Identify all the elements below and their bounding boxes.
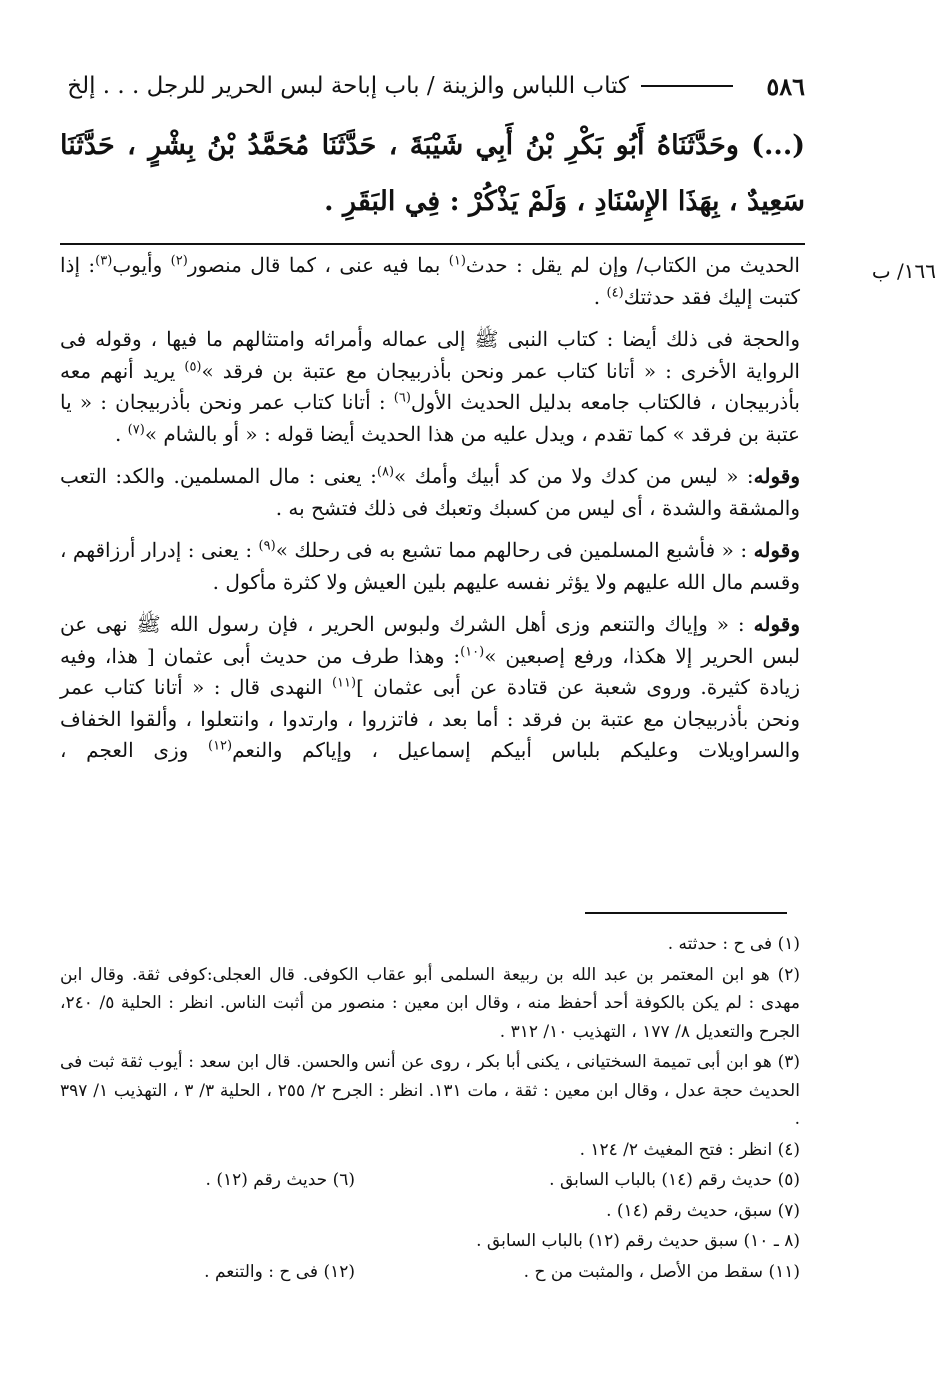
footnote-ref: (٢) <box>170 253 188 269</box>
text-run: الحديث من الكتاب/ وإن لم يقل : حدث <box>465 253 800 277</box>
footnote-ref: (٣) <box>95 253 113 269</box>
manuscript-folio-ref: ١٦٦/ ب <box>871 259 936 283</box>
footnote: (٦) حديث رقم (١٢) . <box>205 1170 355 1190</box>
lead-word: وقوله <box>753 464 801 488</box>
footnote: (٢) هو ابن المعتمر بن عبد الله بن ربيعة السلمى أبو عقاب الكوفى. قال العجلى:كوفى ثقة. وقال ابن مهدى : لم يكن بالكوفة أحد أحفظ منه ، وقال ابن معين : منصور من أثبت الناس. انظر : الحلية ٥/ ٢٤٠، الجرح والتعديل ٨/ ١٧٧ ، التهذيب ١٠/ ٣١٢ . <box>60 964 801 1042</box>
footnote: (٤) انظر : فتح المغيث ٢/ ١٢٤ . <box>579 1139 800 1160</box>
footnote-ref: (٦) <box>393 390 411 406</box>
commentary-paragraph <box>60 609 800 767</box>
text-run: يريد أنهم معه بأذربيجان ، فالكتاب جامعه بدليل الحديث الأول <box>60 358 801 414</box>
footnote-divider <box>585 912 787 914</box>
footnote-ref: (٥) <box>184 358 202 374</box>
text-run: النهدى قال : « أتانا كتاب عمر ونحن بأذربيجان مع عتبة بن فرقد : أما بعد ، فاتزروا ، وارتدوا ، وانتعلوا ، وألقوا الخفاف والسراويلات وعليكم بلباس أبيكم إسماعيل ، وإياكم والنعم <box>60 675 800 762</box>
text-run: : « فأشبع المسلمين فى رحالهم مما تشبع به فى رحلك » <box>275 538 754 562</box>
footnote-ref: (١٠) <box>460 643 485 659</box>
text-run: : إذا كتبت إليك فقد حدثتك <box>60 253 800 309</box>
text-run: والحجة فى ذلك أيضا : كتاب النبى ﷺ إلى عماله وأمرائه وامتثالهم ما فيها ، وقوله فى الرواية الأخرى : « أتانا كتاب عمر ونحن بأذربيجان مع عتبة بن فرقد » <box>60 327 800 383</box>
footnote: (٨ ـ ١٠) سبق حديث رقم (١٢) بالباب السابق . <box>476 1231 800 1251</box>
footnotes <box>60 930 800 1288</box>
text-run: : أتانا كتاب عمر ونحن بأذربيجان : « يا عتبة بن فرقد » كما تقدم ، ويدل عليه من هذا الحديث أيضا قوله : « أو بالشام » <box>60 390 800 446</box>
footnote: (١) فى ح : حدثته . <box>667 934 800 954</box>
commentary-paragraph <box>60 324 800 450</box>
footnote: (٧) سبق، حديث رقم (١٤) . <box>606 1200 800 1221</box>
hadith-divider <box>60 243 805 245</box>
page-number: ٥٨٦ <box>766 71 805 101</box>
header-rule <box>641 85 733 87</box>
text-run: : يعنى : إدرار أرزاقهم ، وقسم مال الله عليهم ولا يؤثر نفسه عليهم بلين العيش ولا كثرة مأكول . <box>60 538 800 594</box>
text-run: : يعنى : مال المسلمين. والكد: التعب والمشقة والشدة ، أى ليس من كسبك وتعبك فى ذلك فتشح به . <box>60 464 800 520</box>
text-run: بما فيه عنى ، كما قال منصور <box>187 253 449 277</box>
footnote-ref: (١) <box>448 253 466 269</box>
commentary <box>60 250 800 778</box>
lead-word: وقوله <box>753 612 800 636</box>
text-run: . <box>114 421 128 446</box>
footnote-row <box>60 1258 800 1287</box>
text-run: وزى العجم ، <box>60 738 208 762</box>
footnote-ref: (٧) <box>127 421 145 437</box>
text-run: وأيوب <box>112 253 171 277</box>
footnote-ref: (٨) <box>376 464 395 480</box>
text-run: : « ليس من كدك ولا من كد أبيك وأمك » <box>394 464 754 488</box>
footnote-ref: (٤) <box>606 284 624 300</box>
footnote: (١٢) فى ح : والتنعم . <box>204 1261 355 1282</box>
commentary-paragraph <box>60 535 800 598</box>
lead-word: وقوله <box>753 538 800 562</box>
footnote-row <box>60 1166 800 1195</box>
hadith-text: (...) وحَدَّثَنَاهُ أَبُو بَكْرِ بْنُ أَبِي شَيْبَةَ ، حَدَّثَنَا مُحَمَّدُ بْنُ بِشْرٍ ، حَدَّثَنَا سَعِيدٌ ، بِهَذَا الإِسْنَادِ ، وَلَمْ يَذْكُرْ : فِي البَقَرِ . <box>60 130 805 217</box>
text-run: : وهذا طرف من حديث أبى عثمان [ هذا، وفيه زيادة كثيرة. وروى شعبة عن قتادة عن أبى عثمان ] <box>60 643 800 699</box>
text-run: : « وإياك والتنعم وزى أهل الشرك ولبوس الحرير ، فإن رسول الله ﷺ نهى عن لبس الحرير إلا هكذا، ورفع إصبعين » <box>60 612 800 668</box>
footnote-ref: (١٢) <box>207 738 233 754</box>
chapter-title: كتاب اللباس والزينة / باب إباحة لبس الحرير للرجل . . . إلخ <box>67 73 629 99</box>
running-header <box>60 66 805 106</box>
footnote: (١١) سقط من الأصل ، والمثبت من ح . <box>523 1261 800 1282</box>
commentary-paragraph <box>60 250 800 313</box>
footnote-ref: (١١) <box>331 675 357 691</box>
commentary-paragraph <box>60 461 800 524</box>
footnote: (٥) حديث رقم (١٤) بالباب السابق . <box>549 1170 800 1190</box>
text-run: . <box>593 284 607 309</box>
footnote: (٣) هو ابن أبى تميمة السختيانى ، يكنى أبا بكر ، روى عن أنس والحسن. قال ابن سعد : أيوب ثقة ثبت فى الحديث حجة عدل ، وقال ابن معين : ثقة ، مات ١٣١. انظر : الجرح ٢/ ٢٥٥ ، الحلية ٣/ ٣ ، التهذيب ١/ ٣٩٧ . <box>60 1052 800 1129</box>
footnote-ref: (٩) <box>258 538 276 554</box>
